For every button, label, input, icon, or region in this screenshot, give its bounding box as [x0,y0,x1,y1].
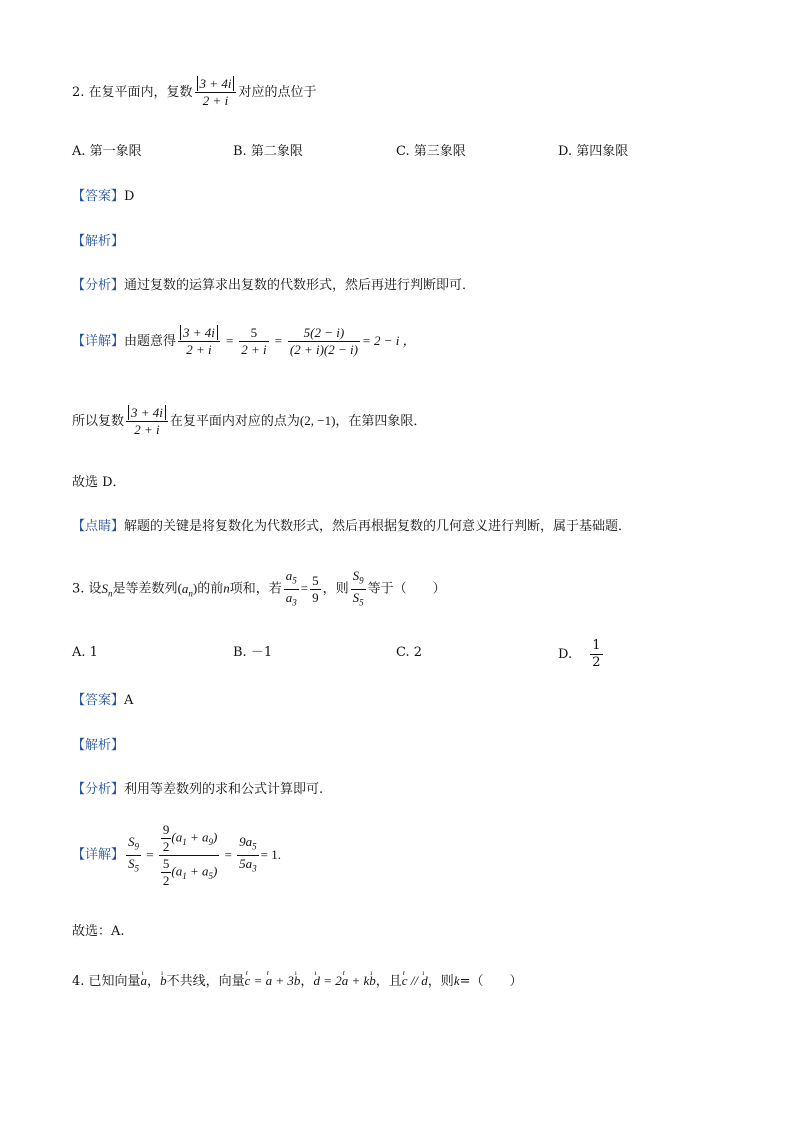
q2-option-a[interactable]: A. 第一象限 [72,144,142,159]
q3-ratio-59: $\frac{5}{9}$ [312,572,319,605]
q3-answer: 【答案】A [72,693,134,708]
q2-point: (2, −1) [299,413,336,428]
q2-eq-frac-conj: $\frac{5(2 - i)}{(2 + i)(2 - i)}$ [289,325,358,357]
q2-choose: 故选 D． [72,475,126,490]
q2-dianjing: 【点睛】解题的关键是将复数化为代数形式，然后再根据复数的几何意义进行判断，属于基础题． [72,519,632,534]
q3-ratio-a: $\frac{a_5}{a_3}$ [285,568,297,608]
q2-eq-frac-abs: $\frac{3 + 4i}{2 + i}$ [178,325,220,358]
q3-fenxi: 【分析】利用等差数列的求和公式计算即可. [72,782,324,797]
q3-option-a[interactable]: A. 1 [72,645,98,660]
q2-stem-suffix: 对应的点位于 [238,85,317,100]
q2-conclusion-frac: $\frac{3 + 4i}{2 + i}$ [126,405,168,438]
q2-option-b[interactable]: B. 第二象限 [233,144,303,159]
q2-fenxi: 【分析】通过复数的运算求出复数的代数形式，然后再进行判断即可． [72,278,476,293]
q3-xiangjie: 【详解】 $\frac{S_9}{S_5}$ = $\frac{9}{2}$ $(a_1 + a_9)$ $\frac{5}{2}$ $(a_1 + a_5)$ = $\frac{9a_5}{5a_3}$ = 1. [72,822,282,888]
q3-stem: 3. 设$S_n$是等差数列$(a_n)$的前n项和，若 $\frac{a_5}{a_3}$ = $\frac{5}{9}$ ，则 $\frac{S_9}{S_5}$ 等于（ ） [72,568,446,610]
q3-option-b[interactable]: B. －1 [233,645,273,660]
q2-eq-frac-5: $\frac{5}{2 + i}$ [241,325,267,357]
q2-stem [72,76,316,109]
q2-answer: 【答案】D [72,189,135,204]
q2-option-d[interactable]: D. 第四象限 [558,144,629,159]
q2-analysis-heading: 【解析】 [72,234,125,249]
q3-option-d[interactable]: D. $\frac{1}{2}$ [558,638,601,670]
q2-xiangjie: 【详解】由题意得 $\frac{3 + 4i}{2 + i}$ = $\frac{5}{2 + i}$ = $\frac{5(2 - i)}{(2 + i)(2 - i)}$ = 2 − i ， [72,325,416,357]
q4-stem: 4. 已知向量ı a，ı b不共线，向量r c = r a + 3ı b，ı d = 2r a + kı b，且r c // ı d，则k=（ ） [72,972,523,991]
q3-xj-big-fraction: $\frac{9}{2}$ $(a_1 + a_9)$ $\frac{5}{2}$ $(a_1 + a_5)$ [159,822,219,889]
q3-choose: 故选：A. [72,924,125,939]
q3-xj-ratio-a: $\frac{9a_5}{5a_3}$ [239,834,257,874]
q3-ratio-s: $\frac{S_9}{S_5}$ [352,568,364,608]
q3-option-d-fraction: $\frac{1}{2}$ [592,638,601,670]
q2-option-c[interactable]: C. 第三象限 [396,144,466,159]
q3-analysis-heading: 【解析】 [72,738,125,753]
q2-stem-prefix: 2. 在复平面内，复数 [72,85,193,100]
q3-option-c[interactable]: C. 2 [396,645,423,660]
q2-conclusion: 所以复数 $\frac{3 + 4i}{2 + i}$ 在复平面内对应的点为(2, −1)，在第四象限． [72,405,427,437]
q3-xj-ratio-s: $\frac{S_9}{S_5}$ [128,834,140,874]
q2-fraction: $\frac{3 + 4i}{2 + i}$ [195,76,237,109]
